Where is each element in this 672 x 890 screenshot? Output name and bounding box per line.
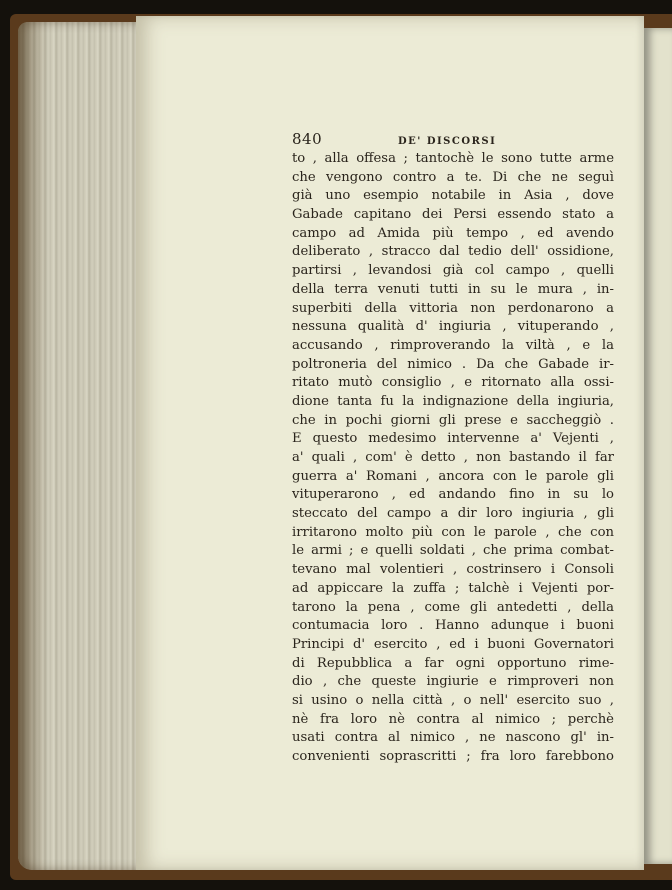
text-line: le armi ; e quelli soldati , che prima combat- (292, 543, 614, 559)
text-line: nessuna qualità d' ingiuria , vituperando , (292, 319, 614, 335)
text-line: dione tanta fu la indignazione della ingiuria, (292, 393, 614, 409)
text-line: dio , che queste ingiurie e rimproveri non (292, 674, 614, 690)
text-line: to , alla offesa ; tantochè le sono tutte arme (292, 151, 614, 166)
text-line: nè fra loro nè contra al nimico ; perchè (292, 711, 614, 727)
text-line: vituperarono , ed andando fino in su lo (292, 487, 614, 503)
text-line: guerra a' Romani , ancora con le parole gli (292, 468, 614, 484)
facing-page-edge (644, 28, 672, 864)
text-line: si usino o nella città , o nell' esercito suo , (292, 692, 614, 708)
text-line: tevano mal volentieri , costrinsero i Consoli (292, 562, 614, 578)
text-line: superbiti della vittoria non perdonarono a (292, 300, 614, 316)
text-block (292, 130, 614, 767)
text-line: E questo medesimo intervenne a' Vejenti , (292, 431, 614, 447)
text-line: usati contra al nimico , ne nascono gl' in- (292, 730, 614, 746)
text-line: partirsi , levandosi già col campo , quelli (292, 263, 614, 279)
running-head (292, 130, 614, 150)
page-number: 840 (292, 130, 323, 148)
text-line: Principi d' esercito , ed i buoni Governatori (292, 636, 614, 652)
text-line: convenienti soprascritti ; fra loro farebbono (292, 749, 614, 764)
text-line: della terra venuti tutti in su le mura , in- (292, 281, 614, 297)
text-line: accusando , rimproverando la viltà , e la (292, 337, 614, 353)
text-line: campo ad Amida più tempo , ed avendo (292, 225, 614, 241)
text-line: steccato del campo a dir loro ingiuria , gli (292, 506, 614, 522)
text-line: ritato mutò consiglio , e ritornato alla ossi- (292, 375, 614, 391)
text-line: tarono la pena , come gli antedetti , della (292, 599, 614, 615)
running-head-title: DE' DISCORSI (398, 136, 497, 147)
body-text (292, 150, 614, 767)
text-line: a' quali , com' è detto , non bastando il far (292, 450, 614, 465)
text-line: poltroneria del nimico . Da che Gabade ir- (292, 356, 614, 372)
text-line: Gabade capitano dei Persi essendo stato a (292, 207, 614, 223)
text-line: ad appiccare la zuffa ; talchè i Vejenti por- (292, 580, 614, 596)
text-line: che in pochi giorni gli prese e saccheggiò . (292, 412, 614, 428)
text-line: deliberato , stracco dal tedio dell' ossidione, (292, 244, 614, 260)
page-edges-shadow (18, 22, 48, 870)
text-line: di Repubblica a far ogni opportuno rime- (292, 655, 614, 671)
text-line: irritarono molto più con le parole , che con (292, 524, 614, 540)
text-line: già uno esempio notabile in Asia , dove (292, 188, 614, 204)
text-line: contumacia loro . Hanno adunque i buoni (292, 618, 614, 634)
text-line: che vengono contro a te. Di che ne seguì (292, 169, 614, 185)
